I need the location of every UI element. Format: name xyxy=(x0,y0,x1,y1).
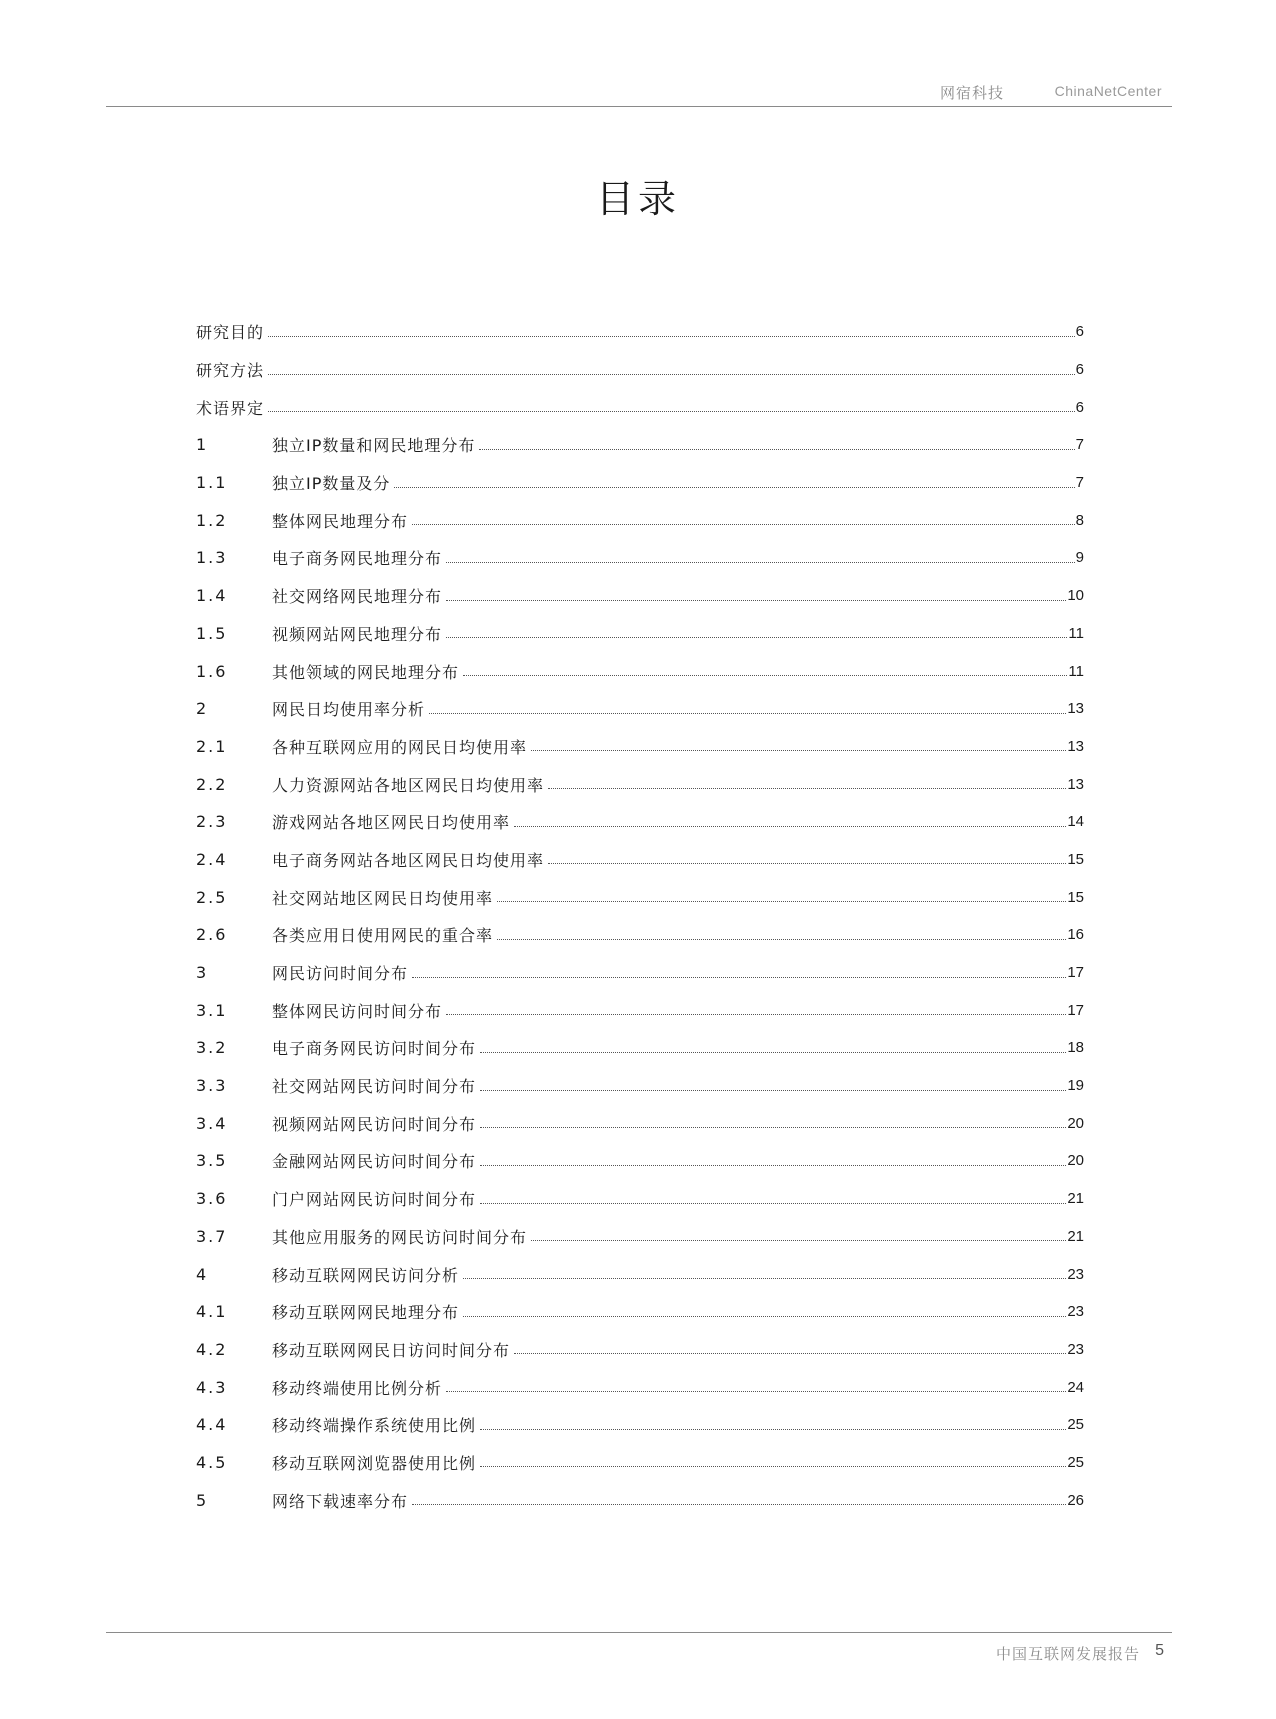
toc-entry-page: 13 xyxy=(1067,775,1084,793)
toc-entry-title: 网民日均使用率分析 xyxy=(272,700,426,720)
toc-entry-page: 23 xyxy=(1067,1265,1084,1283)
toc-entry-number: 4.1 xyxy=(196,1302,228,1322)
toc-entry-title: 各种互联网应用的网民日均使用率 xyxy=(272,737,528,757)
toc-entry-page: 17 xyxy=(1067,964,1084,982)
toc-entry[interactable] xyxy=(196,388,1084,426)
toc-entry[interactable] xyxy=(196,1218,1084,1256)
toc-entry-title: 电子商务网民地理分布 xyxy=(272,549,443,569)
toc-dot-leader xyxy=(548,863,1066,864)
toc-entry[interactable] xyxy=(196,1293,1084,1331)
toc-dot-leader xyxy=(268,411,1075,412)
toc-entry-number: 1.3 xyxy=(196,548,228,568)
toc-entry-number: 1 xyxy=(196,435,209,455)
toc-dot-leader xyxy=(497,901,1066,902)
toc-entry[interactable] xyxy=(196,728,1084,766)
toc-entry-title: 整体网民地理分布 xyxy=(272,511,409,531)
toc-entry-number: 1.2 xyxy=(196,510,228,530)
toc-entry-title: 研究目的 xyxy=(196,323,265,343)
toc-entry-number: 3.2 xyxy=(196,1038,228,1058)
toc-entry[interactable] xyxy=(196,991,1084,1029)
toc-entry-title: 独立IP数量及分 xyxy=(272,474,391,494)
toc-entry-page: 14 xyxy=(1067,813,1084,831)
toc-dot-leader xyxy=(268,374,1075,375)
toc-entry-page: 11 xyxy=(1068,624,1084,642)
toc-dot-leader xyxy=(446,1014,1066,1015)
toc-entry-number: 3 xyxy=(196,963,209,983)
toc-entry[interactable] xyxy=(196,954,1084,992)
toc-entry-page: 10 xyxy=(1067,587,1084,605)
footer-page-number: 5 xyxy=(1155,1642,1164,1659)
page-footer xyxy=(106,1632,1172,1663)
toc-entry-number: 1.5 xyxy=(196,623,228,643)
toc-entry-title: 社交网站网民访问时间分布 xyxy=(272,1077,477,1097)
toc-entry-page: 20 xyxy=(1067,1152,1084,1170)
toc-entry[interactable] xyxy=(196,878,1084,916)
toc-entry-number: 2.3 xyxy=(196,812,228,832)
toc-entry-number: 3.6 xyxy=(196,1189,228,1209)
toc-entry-number: 2.1 xyxy=(196,736,228,756)
toc-entry-page: 9 xyxy=(1075,549,1084,567)
toc-entry-number: 1.6 xyxy=(196,661,228,681)
toc-dot-leader xyxy=(479,449,1074,450)
toc-entry-number: 4.4 xyxy=(196,1415,228,1435)
toc-entry-number: 4.2 xyxy=(196,1339,228,1359)
toc-entry-title: 术语界定 xyxy=(196,398,265,418)
toc-entry-page: 18 xyxy=(1067,1039,1084,1057)
toc-entry-number: 3.5 xyxy=(196,1151,228,1171)
toc-dot-leader xyxy=(531,1240,1066,1241)
toc-entry-number: 4.3 xyxy=(196,1377,228,1397)
toc-entry-title: 整体网民访问时间分布 xyxy=(272,1001,443,1021)
toc-entry[interactable] xyxy=(196,1104,1084,1142)
toc-entry-title: 移动互联网网民日访问时间分布 xyxy=(272,1340,511,1360)
toc-entry-title: 视频网站网民地理分布 xyxy=(272,624,443,644)
header-brand: ChinaNetCenter xyxy=(1054,83,1162,99)
toc-entry-title: 电子商务网站各地区网民日均使用率 xyxy=(272,850,545,870)
toc-entry-page: 13 xyxy=(1067,700,1084,718)
toc-entry-number: 2.6 xyxy=(196,925,228,945)
toc-entry[interactable] xyxy=(196,1481,1084,1519)
header-company: 网宿科技 xyxy=(939,84,1004,102)
toc-entry-title: 网络下载速率分布 xyxy=(272,1491,409,1511)
toc-entry-number: 3.4 xyxy=(196,1113,228,1133)
toc-dot-leader xyxy=(480,1090,1066,1091)
toc-entry[interactable] xyxy=(196,501,1084,539)
toc-entry-number: 1.1 xyxy=(196,473,228,493)
toc-dot-leader xyxy=(480,1429,1066,1430)
toc-entry[interactable] xyxy=(196,1255,1084,1293)
toc-entry-number: 2.5 xyxy=(196,887,228,907)
toc-entry-page: 26 xyxy=(1067,1491,1084,1509)
toc-entry-number: 4.5 xyxy=(196,1452,228,1472)
toc-entry-number: 3.1 xyxy=(196,1000,228,1020)
toc-entry-page: 15 xyxy=(1067,888,1084,906)
toc-entry-title: 电子商务网民访问时间分布 xyxy=(272,1039,477,1059)
toc-entry[interactable] xyxy=(196,351,1084,389)
toc-entry-title: 移动互联网浏览器使用比例 xyxy=(272,1453,477,1473)
toc-entry-title: 社交网站地区网民日均使用率 xyxy=(272,888,494,908)
toc-entry-title: 网民访问时间分布 xyxy=(272,964,409,984)
toc-dot-leader xyxy=(412,524,1075,525)
toc-entry[interactable] xyxy=(196,1142,1084,1180)
toc-entry-title: 移动互联网网民访问分析 xyxy=(272,1265,460,1285)
toc-entry-number: 4 xyxy=(196,1264,209,1284)
toc-entry[interactable] xyxy=(196,1180,1084,1218)
toc-dot-leader xyxy=(497,939,1066,940)
toc-entry-title: 金融网站网民访问时间分布 xyxy=(272,1152,477,1172)
toc-entry-number: 2.4 xyxy=(196,849,228,869)
toc-entry[interactable] xyxy=(196,577,1084,615)
toc-dot-leader xyxy=(514,826,1066,827)
toc-entry[interactable] xyxy=(196,1406,1084,1444)
toc-entry-title: 门户网站网民访问时间分布 xyxy=(272,1190,477,1210)
toc-entry[interactable] xyxy=(196,803,1084,841)
toc-dot-leader xyxy=(429,713,1066,714)
toc-entry-page: 21 xyxy=(1067,1227,1084,1245)
toc-entry[interactable] xyxy=(196,916,1084,954)
toc-entry-number: 2.2 xyxy=(196,774,228,794)
toc-entry-number: 5 xyxy=(196,1490,209,1510)
footer-report-title: 中国互联网发展报告 xyxy=(995,1645,1140,1663)
toc-dot-leader xyxy=(394,487,1074,488)
toc-entry-page: 17 xyxy=(1067,1001,1084,1019)
toc-entry-title: 移动终端操作系统使用比例 xyxy=(272,1416,477,1436)
toc-entry[interactable] xyxy=(196,615,1084,653)
toc-entry-page: 7 xyxy=(1075,436,1084,454)
toc-entry-page: 6 xyxy=(1075,361,1084,379)
toc-entry[interactable] xyxy=(196,1331,1084,1369)
table-of-contents xyxy=(196,313,1084,1519)
toc-entry[interactable] xyxy=(196,652,1084,690)
toc-dot-leader xyxy=(446,562,1075,563)
toc-dot-leader xyxy=(412,977,1066,978)
toc-entry[interactable] xyxy=(196,1067,1084,1105)
toc-entry-title: 移动互联网网民地理分布 xyxy=(272,1303,460,1323)
toc-dot-leader xyxy=(463,1316,1066,1317)
toc-entry-page: 25 xyxy=(1067,1453,1084,1471)
toc-entry-page: 7 xyxy=(1075,474,1084,492)
toc-entry[interactable] xyxy=(196,765,1084,803)
toc-entry[interactable] xyxy=(196,690,1084,728)
toc-entry[interactable] xyxy=(196,464,1084,502)
toc-entry[interactable] xyxy=(196,1444,1084,1482)
toc-entry[interactable] xyxy=(196,426,1084,464)
toc-entry-title: 视频网站网民访问时间分布 xyxy=(272,1114,477,1134)
toc-dot-leader xyxy=(268,336,1075,337)
toc-entry-page: 23 xyxy=(1067,1303,1084,1321)
toc-entry-title: 人力资源网站各地区网民日均使用率 xyxy=(272,775,545,795)
toc-dot-leader xyxy=(463,675,1067,676)
toc-entry-page: 11 xyxy=(1068,662,1084,680)
toc-entry-page: 21 xyxy=(1067,1190,1084,1208)
toc-entry-number: 2 xyxy=(196,699,209,719)
toc-entry[interactable] xyxy=(196,1368,1084,1406)
toc-dot-leader xyxy=(531,750,1066,751)
toc-entry-title: 研究方法 xyxy=(196,361,265,381)
toc-entry-number: 3.3 xyxy=(196,1076,228,1096)
toc-dot-leader xyxy=(480,1052,1066,1053)
toc-entry-page: 15 xyxy=(1067,850,1084,868)
toc-dot-leader xyxy=(480,1165,1066,1166)
toc-entry-title: 其他应用服务的网民访问时间分布 xyxy=(272,1227,528,1247)
toc-dot-leader xyxy=(480,1203,1066,1204)
toc-entry-title: 社交网络网民地理分布 xyxy=(272,587,443,607)
toc-entry-number: 1.4 xyxy=(196,586,228,606)
toc-dot-leader xyxy=(412,1504,1066,1505)
toc-entry-page: 25 xyxy=(1067,1416,1084,1434)
toc-entry-page: 16 xyxy=(1067,926,1084,944)
toc-entry-page: 13 xyxy=(1067,737,1084,755)
toc-entry-page: 20 xyxy=(1067,1114,1084,1132)
toc-entry-title: 各类应用日使用网民的重合率 xyxy=(272,926,494,946)
toc-entry-title: 独立IP数量和网民地理分布 xyxy=(272,436,476,456)
page-title: 目录 xyxy=(595,177,680,221)
toc-entry-page: 19 xyxy=(1067,1077,1084,1095)
toc-entry-title: 移动终端使用比例分析 xyxy=(272,1378,443,1398)
toc-entry-title: 游戏网站各地区网民日均使用率 xyxy=(272,813,511,833)
toc-dot-leader xyxy=(548,788,1066,789)
toc-entry-page: 6 xyxy=(1075,398,1084,416)
page-header xyxy=(106,78,1172,107)
toc-dot-leader xyxy=(514,1353,1066,1354)
toc-dot-leader xyxy=(446,637,1067,638)
toc-entry-page: 24 xyxy=(1067,1378,1084,1396)
toc-dot-leader xyxy=(446,600,1066,601)
toc-dot-leader xyxy=(446,1391,1066,1392)
toc-entry-number: 3.7 xyxy=(196,1226,228,1246)
toc-entry[interactable] xyxy=(196,539,1084,577)
toc-dot-leader xyxy=(480,1466,1066,1467)
toc-entry-page: 6 xyxy=(1075,323,1084,341)
toc-entry[interactable] xyxy=(196,841,1084,879)
toc-dot-leader xyxy=(463,1278,1066,1279)
toc-entry[interactable] xyxy=(196,1029,1084,1067)
toc-entry-page: 8 xyxy=(1075,511,1084,529)
toc-dot-leader xyxy=(480,1127,1066,1128)
toc-entry[interactable] xyxy=(196,313,1084,351)
toc-entry-title: 其他领域的网民地理分布 xyxy=(272,662,460,682)
toc-entry-page: 23 xyxy=(1067,1340,1084,1358)
